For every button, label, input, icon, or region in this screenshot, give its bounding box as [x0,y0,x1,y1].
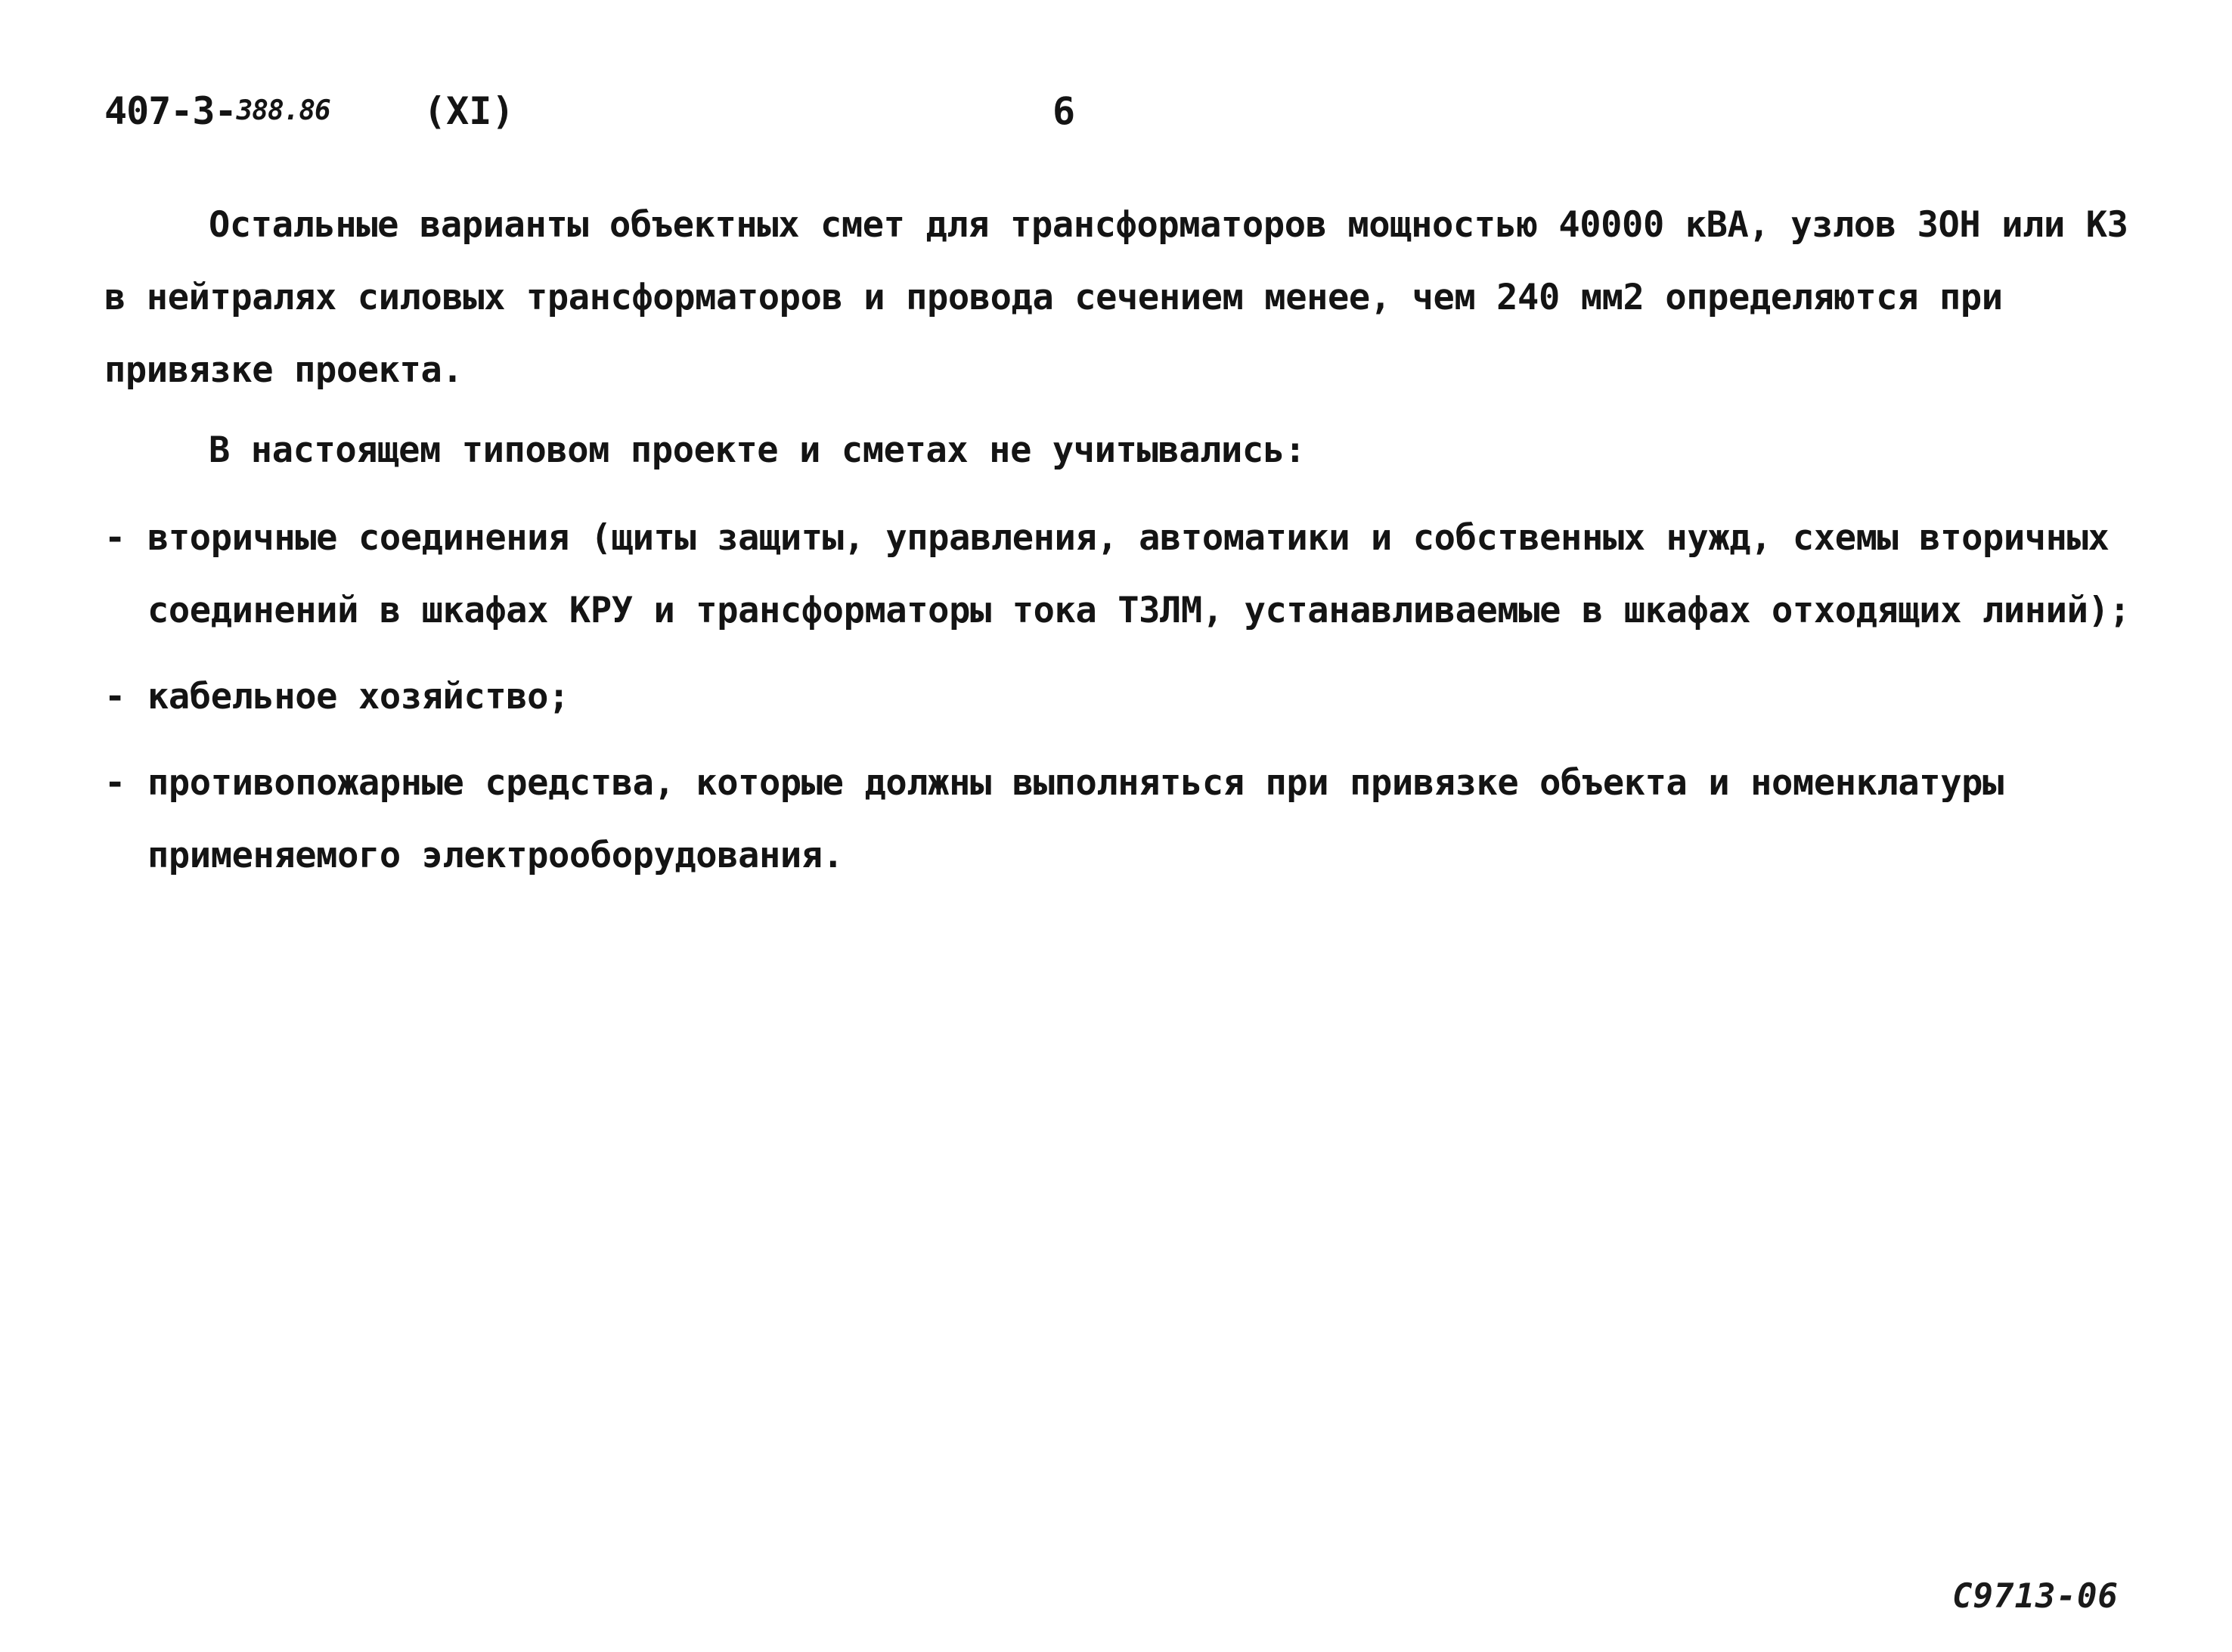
list-dash: - [104,517,126,559]
list-item-text: вторичные соединения (щиты защиты, управления, автоматики и собственных нужд, схемы вторичных соединений в шкафах КРУ и трансформаторы тока ТЗЛМ, устанавливаемые в шкафах отходящих линий); [147,517,2131,631]
paragraph-not-included [104,414,2161,487]
list-dash: - [104,676,126,718]
exclusions-list [104,502,2161,906]
document-code [104,89,330,133]
paragraph-not-included-text: В настоящем типовом проекте и сметах не учитывались: [209,429,1306,471]
page-number: 6 [1052,89,1076,133]
document-code-main: 407-3- [104,89,237,133]
list-item [104,502,2161,647]
list-item-text: кабельное хозяйство; [147,676,569,718]
archive-stamp: С9713-06 [1952,1577,2119,1616]
sheet-label: (XI) [423,89,515,133]
document-code-tail: 388.86 [236,95,330,126]
paragraph-estimates [104,189,2161,407]
list-item-text: противопожарные средства, которые должны выполняться при привязке объекта и номенклатуры применяемого электрооборудования. [147,762,2004,876]
list-item [104,661,2161,733]
list-dash: - [104,762,126,804]
paragraph-estimates-text: Остальные варианты объектных смет для трансформаторов мощностью 40000 кВА, узлов ЗОН или КЗ в нейтралях силовых трансформаторов и провода сечением менее, чем 240 мм2 определяются при привязке проекта. [104,204,2128,391]
list-item [104,747,2161,892]
